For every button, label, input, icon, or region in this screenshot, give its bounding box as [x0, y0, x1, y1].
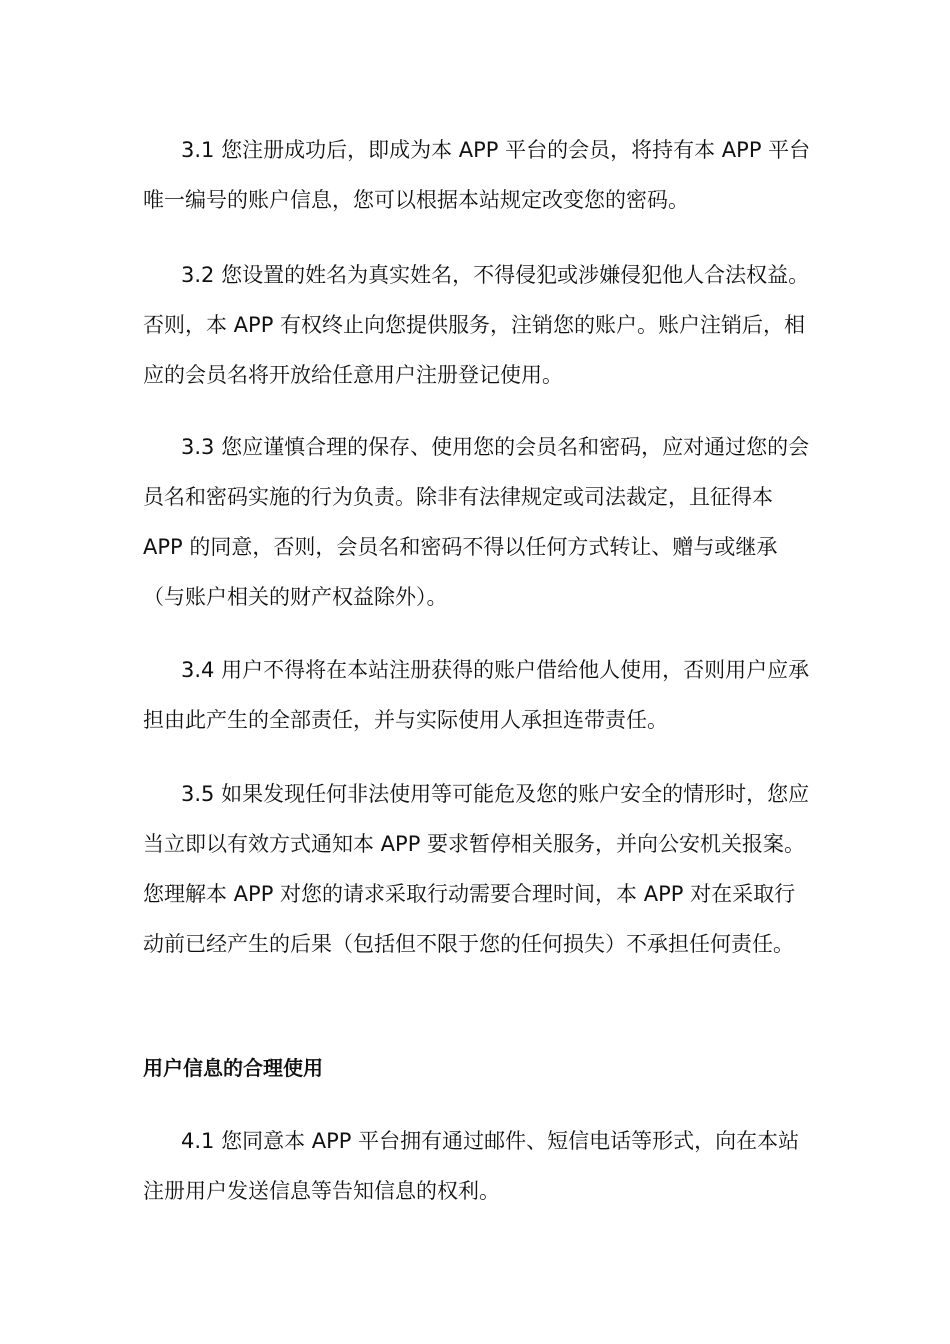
paragraph-3-4: [143, 645, 815, 745]
paragraph-text: 3.3 您应谨慎合理的保存、使用您的会员名和密码，应对通过您的会员名和密码实施的行为负责。除非有法律规定或司法裁定，且征得本 APP 的同意，否则，会员名和密码不得以任何方式转让、赠与或继承（与账户相关的财产权益除外）。: [143, 435, 810, 609]
paragraph-4-1: [143, 1116, 815, 1216]
paragraph-text: 3.4 用户不得将在本站注册获得的账户借给他人使用，否则用户应承担由此产生的全部责任，并与实际使用人承担连带责任。: [143, 658, 810, 732]
section-heading: [143, 1043, 815, 1093]
paragraph-text: 3.2 您设置的姓名为真实姓名，不得侵犯或涉嫌侵犯他人合法权益。否则，本 APP 有权终止向您提供服务，注销您的账户。账户注销后，相应的会员名将开放给任意用户注册登记使用。: [143, 263, 810, 387]
paragraph-3-2: [143, 250, 815, 400]
section-heading-text: 用户信息的合理使用: [143, 1056, 323, 1080]
paragraph-3-5: [143, 769, 815, 969]
paragraph-text: 3.5 如果发现任何非法使用等可能危及您的账户安全的情形时，您应当立即以有效方式通知本 APP 要求暂停相关服务，并向公安机关报案。您理解本 APP 对您的请求采取行动需要合理时间，本 APP 对在采取行动前已经产生的后果（包括但不限于您的任何损失）不承担任何责任。: [143, 782, 810, 956]
paragraph-text: 4.1 您同意本 APP 平台拥有通过邮件、短信电话等形式，向在本站注册用户发送信息等告知信息的权利。: [143, 1129, 800, 1203]
paragraph-3-1: [143, 125, 815, 225]
paragraph-3-3: [143, 422, 815, 622]
paragraph-text: 3.1 您注册成功后，即成为本 APP 平台的会员，将持有本 APP 平台唯一编号的账户信息，您可以根据本站规定改变您的密码。: [143, 138, 811, 212]
